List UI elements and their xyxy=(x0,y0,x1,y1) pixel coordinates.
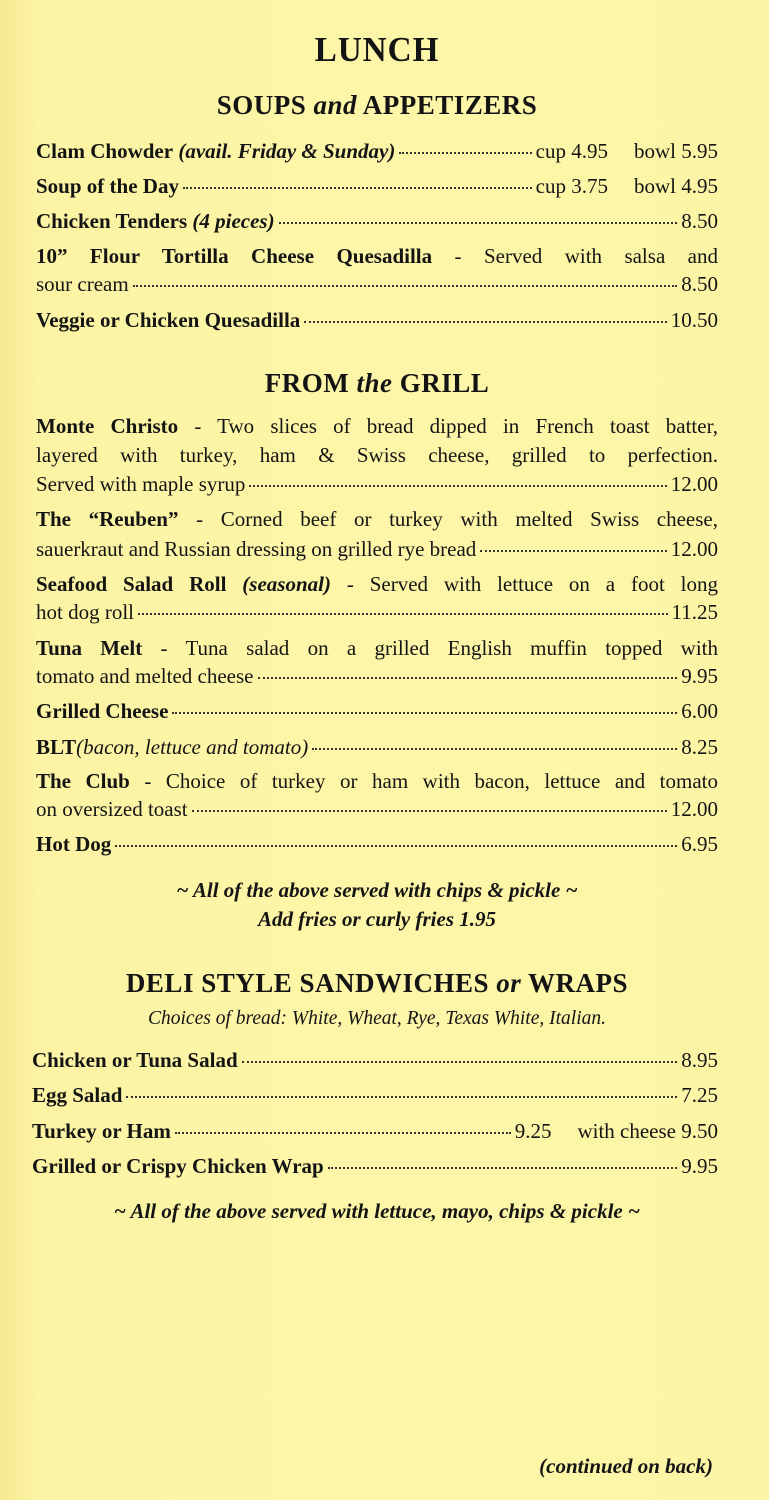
menu-item-tuna-melt: Tuna Melt - Tuna salad on a grilled English muffin topped with xyxy=(36,636,718,660)
item-price: 8.95 xyxy=(681,1048,718,1072)
item-price: 9.95 xyxy=(681,664,718,688)
menu-item-club-cont: on oversized toast 12.00 xyxy=(36,797,718,821)
item-price: 9.25 xyxy=(514,1119,552,1143)
item-price: 6.95 xyxy=(681,832,718,856)
menu-item-seafood-salad-roll: Seafood Salad Roll (seasonal) - Served with lettuce on a foot long xyxy=(36,572,719,596)
item-price-alt: bowl 5.95 xyxy=(634,139,718,163)
dot-leader xyxy=(249,485,666,487)
menu-item-veggie-chicken-quesadilla: Veggie or Chicken Quesadilla 10.50 xyxy=(36,308,718,332)
menu-item-blt: BLT (bacon, lettuce and tomato) 8.25 xyxy=(36,735,718,759)
bread-choices: Choices of bread: White, Wheat, Rye, Texas White, Italian. xyxy=(148,1008,606,1029)
menu-item-grilled-cheese: Grilled Cheese 6.00 xyxy=(36,699,718,723)
dot-leader xyxy=(126,1096,677,1098)
section-title-grill: FROM the GRILL xyxy=(264,368,490,398)
menu-item-club: The Club - Choice of turkey or ham with bacon, lettuce and tomato xyxy=(36,769,718,793)
item-price-alt: bowl 4.95 xyxy=(634,174,718,198)
dot-leader xyxy=(172,712,677,714)
menu-item-cheese-quesadilla-cont: sour cream 8.50 xyxy=(36,272,718,296)
menu-item-seafood-salad-roll-cont: hot dog roll 11.25 xyxy=(36,600,718,624)
menu-item-monte-christo-desc: layered with turkey, ham & Swiss cheese, grilled to perfection. xyxy=(36,443,718,467)
menu-item-egg-salad: Egg Salad 7.25 xyxy=(32,1083,718,1107)
dot-leader xyxy=(192,810,667,812)
deli-footnote: ~ All of the above served with lettuce, mayo, chips & pickle ~ xyxy=(114,1199,640,1223)
grill-fries-addon: Add fries or curly fries 1.95 xyxy=(258,907,496,931)
menu-item-chicken-tuna-salad: Chicken or Tuna Salad 8.95 xyxy=(32,1048,718,1072)
item-price-alt: with cheese 9.50 xyxy=(577,1119,718,1143)
item-price: 8.50 xyxy=(681,209,718,233)
menu-item-hot-dog: Hot Dog 6.95 xyxy=(36,832,718,856)
dot-leader xyxy=(279,222,678,224)
dot-leader xyxy=(480,550,666,552)
menu-item-reuben: The “Reuben” - Corned beef or turkey with melted Swiss cheese, xyxy=(36,507,718,531)
menu-item-monte-christo: Monte Christo - Two slices of bread dipped in French toast batter, xyxy=(36,414,718,438)
item-price: 12.00 xyxy=(670,537,718,561)
dot-leader xyxy=(304,321,666,323)
dot-leader xyxy=(328,1167,678,1169)
item-price: 11.25 xyxy=(671,600,718,624)
continued-on-back: (continued on back) xyxy=(539,1454,713,1478)
menu-item-tuna-melt-cont: tomato and melted cheese 9.95 xyxy=(36,664,718,688)
dot-leader xyxy=(258,677,678,679)
menu-item-clam-chowder: Clam Chowder (avail. Friday & Sunday) cup 4.95 bowl 5.95 xyxy=(36,139,718,163)
item-price: cup 3.75 xyxy=(535,174,608,198)
item-price: 7.25 xyxy=(681,1083,718,1107)
dot-leader xyxy=(175,1132,511,1134)
item-price: 9.95 xyxy=(681,1154,718,1178)
item-price: 10.50 xyxy=(670,308,718,332)
item-price: 8.25 xyxy=(681,735,718,759)
item-price: 8.50 xyxy=(681,272,718,296)
page-title: LUNCH xyxy=(314,30,440,69)
section-title-deli: DELI STYLE SANDWICHES or WRAPS xyxy=(125,968,629,998)
menu-item-chicken-wrap: Grilled or Crispy Chicken Wrap 9.95 xyxy=(32,1154,718,1178)
menu-item-monte-christo-cont: Served with maple syrup 12.00 xyxy=(36,472,718,496)
menu-item-reuben-cont: sauerkraut and Russian dressing on grilled rye bread 12.00 xyxy=(36,537,718,561)
item-price: 12.00 xyxy=(670,472,718,496)
item-price: 6.00 xyxy=(681,699,718,723)
grill-footnote: ~ All of the above served with chips & pickle ~ xyxy=(176,878,578,902)
dot-leader xyxy=(115,845,677,847)
dot-leader xyxy=(399,152,531,154)
item-price: 12.00 xyxy=(670,797,718,821)
dot-leader xyxy=(183,187,532,189)
menu-item-cheese-quesadilla: 10” Flour Tortilla Cheese Quesadilla - Served with salsa and xyxy=(36,244,718,268)
dot-leader xyxy=(312,748,677,750)
dot-leader xyxy=(138,613,668,615)
dot-leader xyxy=(133,285,678,287)
menu-item-soup-of-the-day: Soup of the Day cup 3.75 bowl 4.95 xyxy=(36,174,718,198)
menu-item-chicken-tenders: Chicken Tenders (4 pieces) 8.50 xyxy=(36,209,718,233)
item-price: cup 4.95 xyxy=(535,139,608,163)
menu-item-turkey-ham: Turkey or Ham 9.25 with cheese 9.50 xyxy=(32,1119,718,1143)
section-title-soups: SOUPS and APPETIZERS xyxy=(216,90,538,120)
dot-leader xyxy=(242,1061,678,1063)
